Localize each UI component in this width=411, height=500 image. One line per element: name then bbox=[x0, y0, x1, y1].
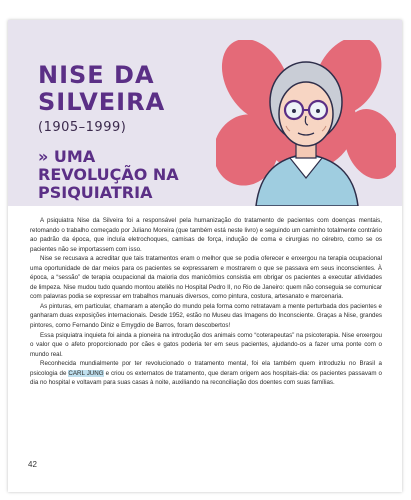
highlighted-term: CARL JUNG bbox=[68, 369, 104, 377]
paragraph-5 bbox=[30, 359, 382, 388]
paragraph-2: Nise se recusava a acreditar que tais tratamentos eram o melhor que se podia oferecer e enxergou na terapia ocupacional uma oportunidade de dar meios para os pacientes se expressarem e mostrarem o que se passava em seus inconscientes. À época, a “sessão” de terapia ocupacional da maioria dos manicômios consistia em obrigar os pacientes a executar atividades de limpeza. Nise mudou tudo quando montou ateliês no Hospital Pedro II, no Rio de Janeiro: quem não conseguia se comunicar com palavras podia se expressar em trabalhos manuais diversos, como pintura, costura, artesanato e marcenaria. bbox=[30, 255, 382, 301]
subtitle-line-1: » UMA bbox=[38, 147, 96, 166]
portrait-illustration bbox=[216, 40, 396, 206]
paragraph-3: As pinturas, em particular, chamaram a atenção do mundo pela forma como retratavam a mente perturbada dos pacientes e ganharam duas exposições internacionais. Desde 1952, estão no Museu das Imagens do Inconsciente. Graças a Nise, grandes pintores, como Fernando Diniz e Emygdio de Barros, foram descobertos! bbox=[30, 302, 382, 330]
paragraph-5-end: e criou os externatos de tratamento, que deram origem aos hospitais-dia: os pacientes passavam o dia no hospital e voltavam para suas casas à noite, auxiliando na reconciliação dos doentes com suas famílias. bbox=[30, 369, 383, 387]
person-name bbox=[38, 62, 218, 116]
book-page bbox=[8, 20, 402, 492]
article-body bbox=[30, 216, 382, 388]
paragraph-5-start: Reconhecida mundialmente por ter revolucionado o tratamento mental, foi ela também quem introduziu no Brasil a psicologia de bbox=[30, 360, 382, 377]
chapter-subtitle bbox=[38, 148, 208, 202]
page-number: 42 bbox=[28, 460, 37, 469]
header-band bbox=[8, 20, 402, 206]
subtitle-line-3: PSIQUIATRIA bbox=[38, 183, 153, 202]
life-years: (1905–1999) bbox=[38, 120, 127, 135]
paragraph-4: Essa psiquiatra inquieta foi ainda a pioneira na introdução dos animais como “coterapeutas” na psicoterapia. Nise enxergou o valor que o afeto proporcionado por cães e gatos poderia ter em seus pacientes, ajudando-os a fazer uma ponte com o mundo real. bbox=[30, 331, 382, 358]
name-line-1: NISE DA bbox=[38, 61, 155, 89]
name-line-2: SILVEIRA bbox=[38, 88, 166, 116]
paragraph-1: A psiquiatra Nise da Silveira foi a responsável pela humanização do tratamento de pacientes com doenças mentais, retomando o trabalho começado por Juliano Moreira (que também está neste livro) e seguindo um caminho totalmente contrário ao padrão da época, que incluía eletrochoques, camisas de força, indução de coma e cirurgias no cérebro, como se os pacientes não se importassem com isso. bbox=[30, 217, 382, 253]
subtitle-line-2: REVOLUÇÃO NA bbox=[38, 165, 179, 184]
